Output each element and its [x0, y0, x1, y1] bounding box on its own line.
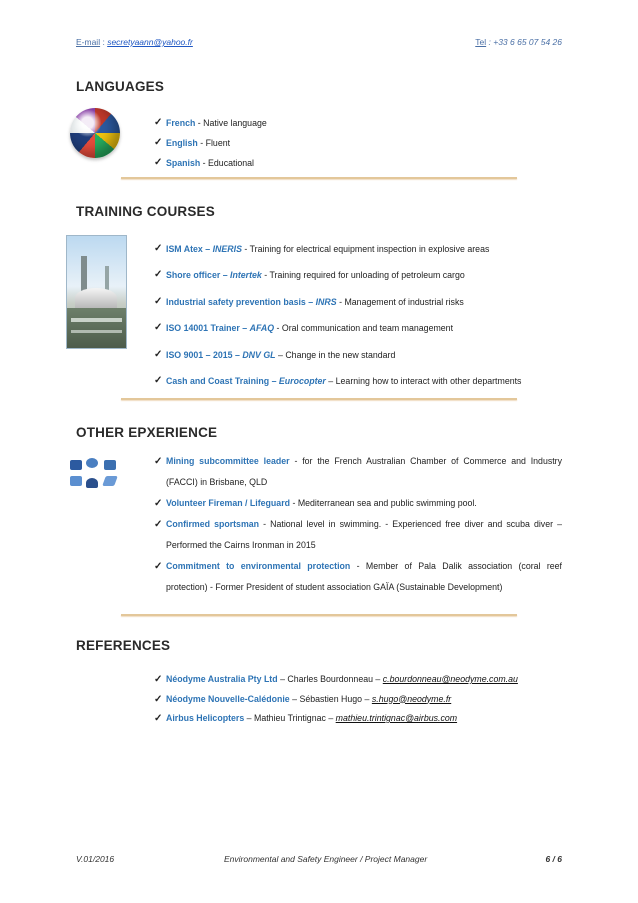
check-icon: ✓ [154, 375, 163, 387]
check-icon: ✓ [154, 243, 163, 254]
activity-icons-image [70, 458, 122, 490]
globe-flags-image [70, 108, 120, 158]
industrial-site-photo [66, 235, 127, 349]
reference-item: ✓ Airbus Helicopters – Mathieu Trintignac – mathieu.trintignac@airbus.com [154, 709, 562, 729]
check-icon: ✓ [154, 561, 163, 572]
email-sep: : [100, 37, 108, 47]
training-item: ✓ Shore officer – Intertek - Training required for unloading of petroleum cargo [154, 262, 562, 288]
references-list [154, 670, 562, 729]
reference-email-link[interactable]: s.hugo@neodyme.fr [371, 693, 452, 704]
training-item: ✓ Industrial safety prevention basis – INRS - Management of industrial risks [154, 289, 562, 315]
reference-item: ✓ Néodyme Australia Pty Ltd – Charles Bourdonneau – c.bourdonneau@neodyme.com.au [154, 670, 562, 690]
training-item: ✓ ISO 14001 Trainer – AFAQ - Oral communication and team management [154, 315, 562, 341]
references-title: REFERENCES [76, 638, 171, 653]
check-icon: ✓ [154, 137, 163, 148]
check-icon: ✓ [154, 269, 163, 281]
book-icon [70, 460, 82, 470]
experience-item: ✓ Confirmed sportsman - National level in swimming. - Experienced free diver and scuba diver – Performed the Cairns Ironman in 2015 [154, 514, 562, 556]
languages-list [154, 113, 562, 173]
gear-icon [86, 458, 98, 468]
footer-version: V.01/2016 [76, 854, 115, 864]
check-icon: ✓ [154, 498, 163, 509]
experience-list [154, 451, 562, 598]
training-title: TRAINING COURSES [76, 204, 215, 219]
check-icon: ✓ [154, 157, 163, 168]
car-icon [104, 460, 116, 470]
check-icon: ✓ [154, 117, 163, 128]
check-icon: ✓ [154, 348, 163, 360]
section-divider [121, 177, 517, 179]
reference-email-link[interactable]: mathieu.trintignac@airbus.com [335, 713, 458, 723]
training-list [154, 236, 562, 394]
header-email [76, 37, 193, 47]
footer-page-number: 6 / 6 [545, 854, 562, 864]
training-item: ✓ Cash and Coast Training – Eurocopter – Learning how to interact with other departments [154, 368, 562, 394]
boat-icon [86, 478, 98, 488]
languages-title: LANGUAGES [76, 79, 165, 94]
header-tel [475, 37, 562, 47]
experience-item: ✓ Commitment to environmental protection - Member of Pala Dalik association (coral reef protection) - Former President of student association GAÏA (Sustainable Development) [154, 556, 562, 598]
experience-title: OTHER EPXERIENCE [76, 425, 218, 440]
email-label: E-mail [76, 37, 101, 47]
check-icon: ✓ [154, 674, 163, 685]
computer-icon [70, 476, 82, 486]
tel-value: : +33 6 65 07 54 26 [486, 37, 562, 47]
experience-item: ✓ Volunteer Fireman / Lifeguard - Mediterranean sea and public swimming pool. [154, 493, 562, 514]
check-icon: ✓ [154, 322, 163, 334]
tool-icon [102, 476, 118, 486]
check-icon: ✓ [154, 456, 163, 467]
footer-role: Environmental and Safety Engineer / Project Manager [224, 854, 428, 864]
check-icon: ✓ [154, 713, 163, 724]
check-icon: ✓ [154, 295, 163, 307]
experience-item: ✓ Mining subcommittee leader - for the French Australian Chamber of Commerce and Industry (FACCI) in Brisbane, QLD [154, 451, 562, 493]
reference-item: ✓ Néodyme Nouvelle-Calédonie – Sébastien Hugo – s.hugo@neodyme.fr [154, 690, 562, 710]
section-divider [121, 398, 517, 400]
language-item: ✓ English - Fluent [154, 133, 562, 153]
reference-email-link[interactable]: c.bourdonneau@neodyme.com.au [382, 674, 518, 684]
training-item: ✓ ISM Atex – INERIS - Training for electrical equipment inspection in explosive areas [154, 236, 562, 262]
check-icon: ✓ [154, 693, 163, 705]
tel-label: Tel [475, 37, 487, 47]
training-item: ✓ ISO 9001 – 2015 – DNV GL – Change in the new standard [154, 342, 562, 368]
section-divider [121, 614, 517, 616]
language-item: ✓ Spanish - Educational [154, 153, 562, 173]
language-item: ✓ French - Native language [154, 113, 562, 133]
check-icon: ✓ [154, 519, 163, 530]
email-link[interactable]: secretyaann@yahoo.fr [107, 37, 193, 47]
